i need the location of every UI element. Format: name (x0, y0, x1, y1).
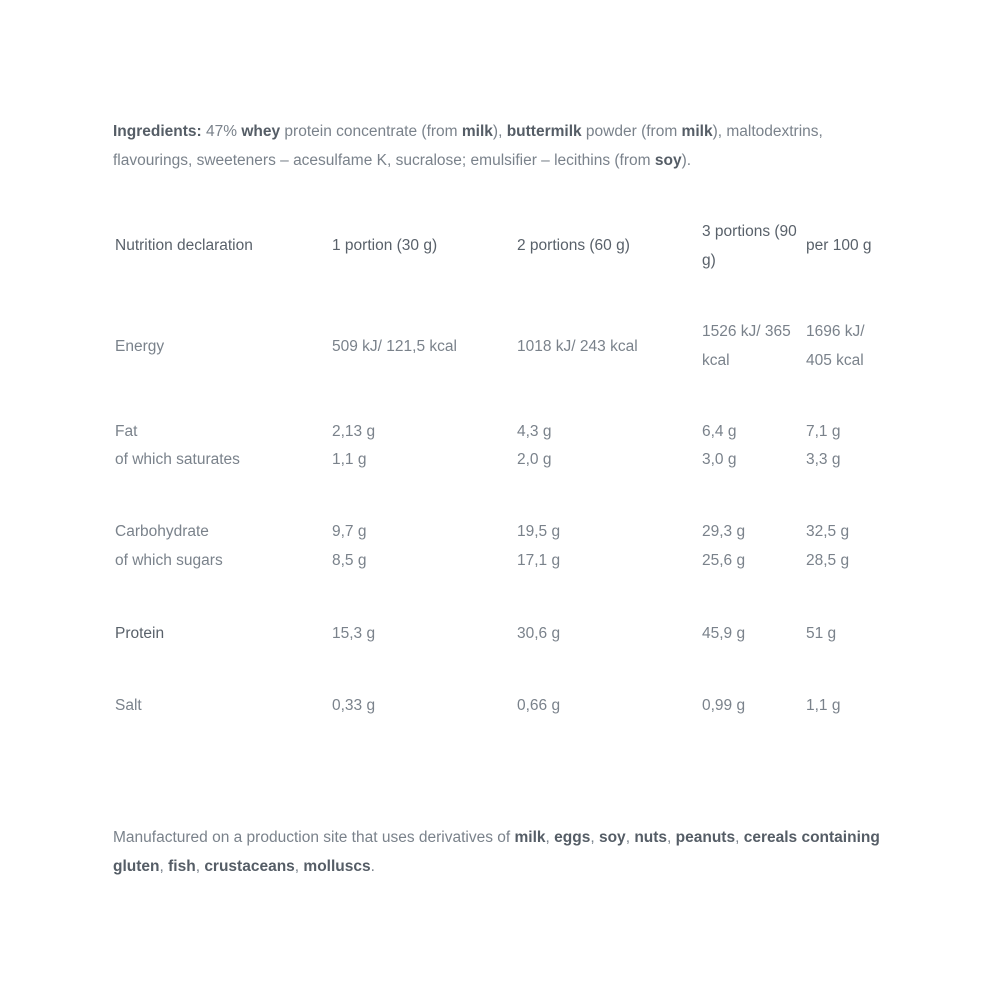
table-header-per-100g: per 100 g (806, 237, 872, 254)
allergen-nuts: nuts (634, 829, 668, 846)
table-header-2-portions: 2 portions (60 g) (517, 237, 630, 254)
warning-part: , (590, 829, 599, 846)
row-label-protein: Protein (115, 625, 165, 642)
energy-1-portion: 509 kJ/ 121,5 kcal (332, 338, 457, 355)
ingredients-part: ). (681, 151, 692, 169)
row-label-carbohydrate: Carbohydrate (115, 523, 209, 540)
warning-part: , (294, 857, 304, 875)
allergen-milk: milk (681, 123, 713, 140)
carbohydrate-per-100g: 32,5 g (806, 523, 850, 540)
row-label-fat: Fat (115, 423, 138, 440)
allergen-peanuts: peanuts (675, 829, 736, 846)
sugars-2-portions: 17,1 g (517, 552, 561, 569)
row-label-saturates: of which saturates (115, 451, 240, 468)
warning-part: Manufactured on a production site that uses derivatives of (113, 829, 515, 846)
ingredients-text (113, 118, 893, 175)
allergen-milk: milk (461, 123, 493, 140)
energy-per-100g: 1696 kJ/ 405 kcal (806, 323, 865, 369)
row-label-salt: Salt (115, 697, 142, 714)
allergen-soy: soy (598, 829, 626, 846)
ingredients-part: 47% (201, 123, 242, 140)
table-header-1-portion: 1 portion (30 g) (332, 237, 438, 254)
saturates-3-portions: 3,0 g (702, 451, 737, 468)
fat-2-portions: 4,3 g (517, 423, 552, 440)
carbohydrate-2-portions: 19,5 g (517, 523, 561, 540)
ingredients-part: powder (from (581, 123, 682, 140)
warning-part: , (195, 857, 205, 875)
allergen-whey: whey (241, 123, 281, 140)
warning-part: , (545, 829, 555, 846)
warning-part: , (735, 829, 744, 846)
energy-3-portions: 1526 kJ/ 365 kcal (702, 323, 791, 369)
warning-part: , (667, 829, 676, 846)
sugars-3-portions: 25,6 g (702, 552, 746, 569)
warning-part: , (625, 829, 635, 846)
protein-per-100g: 51 g (806, 625, 837, 642)
fat-1-portion: 2,13 g (332, 423, 376, 440)
allergen-milk: milk (514, 829, 546, 846)
carbohydrate-1-portion: 9,7 g (332, 523, 367, 540)
sugars-1-portion: 8,5 g (332, 552, 367, 569)
row-label-sugars: of which sugars (115, 552, 223, 569)
saturates-per-100g: 3,3 g (806, 451, 841, 468)
salt-1-portion: 0,33 g (332, 697, 376, 714)
allergen-warning-text (113, 824, 903, 881)
allergen-buttermilk: buttermilk (506, 123, 582, 140)
saturates-2-portions: 2,0 g (517, 451, 552, 468)
ingredients-part: ), (492, 123, 507, 140)
allergen-crustaceans: crustaceans (204, 857, 295, 875)
allergen-eggs: eggs (554, 829, 591, 846)
table-header-nutrition-declaration: Nutrition declaration (115, 237, 253, 254)
protein-3-portions: 45,9 g (702, 625, 746, 642)
ingredients-part: protein concentrate (from (280, 123, 462, 140)
ingredients-label: Ingredients: (113, 123, 202, 140)
warning-part: . (370, 857, 375, 875)
warning-part: , (159, 857, 169, 875)
saturates-1-portion: 1,1 g (332, 451, 367, 468)
allergen-soy: soy (654, 151, 682, 169)
salt-3-portions: 0,99 g (702, 697, 746, 714)
table-header-3-portions: 3 portions (90 g) (702, 223, 797, 269)
salt-per-100g: 1,1 g (806, 697, 841, 714)
fat-per-100g: 7,1 g (806, 423, 841, 440)
allergen-fish: fish (168, 857, 196, 875)
protein-2-portions: 30,6 g (517, 625, 561, 642)
allergen-molluscs: molluscs (303, 857, 371, 875)
row-label-energy: Energy (115, 338, 165, 355)
salt-2-portions: 0,66 g (517, 697, 561, 714)
sugars-per-100g: 28,5 g (806, 552, 850, 569)
fat-3-portions: 6,4 g (702, 423, 737, 440)
protein-1-portion: 15,3 g (332, 625, 376, 642)
carbohydrate-3-portions: 29,3 g (702, 523, 746, 540)
energy-2-portions: 1018 kJ/ 243 kcal (517, 338, 638, 355)
ingredients-part: ), maltodextrins, flavourings, sweeteners – acesulfame K, sucralose; emulsifier – lecithins (from (113, 123, 823, 169)
allergen-cereals-gluten: cereals containing gluten (113, 829, 880, 875)
